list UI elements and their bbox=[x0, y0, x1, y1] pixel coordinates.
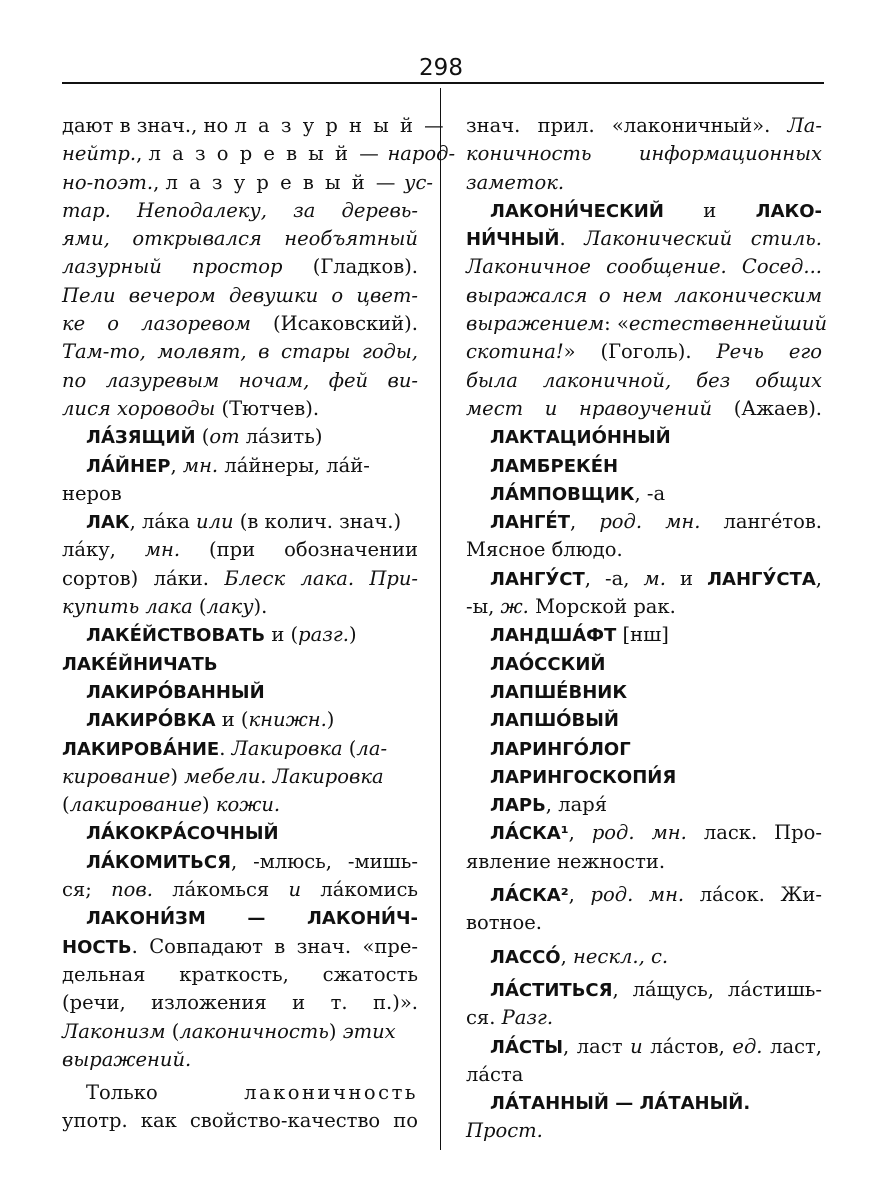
text-segment: , -млюсь, -мишь- bbox=[230, 849, 418, 873]
text-line bbox=[62, 197, 418, 225]
headword: ЛАМБРЕКЕ́Н bbox=[490, 455, 619, 477]
example-text: Лаконизм bbox=[62, 1019, 166, 1043]
text-line bbox=[466, 508, 822, 536]
text-segment: ласк. Про- bbox=[686, 821, 822, 845]
text-segment: ла́ку, bbox=[62, 538, 145, 562]
text-line bbox=[466, 678, 822, 706]
example-text: ед. bbox=[732, 1034, 763, 1058]
headword: ЛАРИНГО́ЛОГ bbox=[490, 738, 631, 760]
text-line bbox=[62, 933, 418, 961]
text-segment: ся. bbox=[466, 1006, 502, 1030]
text-line bbox=[62, 763, 418, 791]
header-rule bbox=[62, 82, 824, 84]
example-text: мн. bbox=[144, 538, 181, 562]
example-text: и bbox=[630, 1034, 643, 1058]
headword: ЛАРИНГОСКОПИ́Я bbox=[490, 766, 677, 788]
text-segment: ла́стов, bbox=[642, 1034, 733, 1058]
text-segment: дельная краткость, сжатость bbox=[62, 962, 418, 986]
text-segment: : « bbox=[604, 312, 629, 336]
text-line bbox=[62, 565, 418, 593]
text-segment: , -а, bbox=[584, 566, 644, 590]
example-text: ж. bbox=[500, 595, 529, 619]
text-line bbox=[62, 961, 418, 989]
example-text: лися хороводы bbox=[62, 396, 216, 420]
text-segment: явление нежности. bbox=[466, 849, 666, 873]
example-text: ями, открывался необъятный bbox=[62, 227, 418, 251]
text-segment: вотное. bbox=[466, 911, 542, 935]
text-line bbox=[62, 282, 418, 310]
text-segment: и ( bbox=[265, 623, 299, 647]
text-segment: , ла́щусь, ла́стишь- bbox=[612, 977, 822, 1001]
text-segment: (при обозначении bbox=[180, 538, 418, 562]
text-line bbox=[466, 282, 822, 310]
text-segment: дают в знач., но bbox=[62, 114, 235, 137]
text-line bbox=[62, 706, 418, 734]
headword: ЛАКИРО́ВАННЫЙ bbox=[86, 681, 265, 703]
text-line bbox=[62, 1046, 418, 1074]
example-text: Лакировка bbox=[231, 736, 343, 760]
text-line bbox=[466, 881, 822, 909]
text-segment: лаконичность bbox=[244, 1081, 418, 1105]
text-segment: , bbox=[170, 453, 183, 477]
headword: ЛАНГУ́СТА bbox=[707, 568, 816, 590]
text-line bbox=[62, 169, 433, 197]
text-segment: , bbox=[136, 142, 149, 166]
example-text: но-поэт. bbox=[62, 170, 154, 194]
text-line bbox=[62, 140, 456, 168]
text-segment: и bbox=[665, 566, 708, 590]
example-text: нескл., с. bbox=[573, 944, 669, 968]
example-text: ла- bbox=[356, 736, 388, 760]
text-line bbox=[62, 338, 418, 366]
text-segment: Морской рак. bbox=[528, 595, 676, 619]
text-segment: Мясное блюдо. bbox=[466, 538, 623, 562]
text-segment: ) bbox=[326, 708, 335, 732]
headword: ЛА́ТАННЫЙ — ЛА́ТАНЫЙ. bbox=[490, 1093, 751, 1115]
headword: ЛА́СТИТЬСЯ bbox=[490, 979, 613, 1001]
text-segment: (Ажаев). bbox=[712, 396, 822, 420]
text-segment: ) bbox=[202, 793, 216, 817]
text-segment: , bbox=[570, 510, 600, 534]
example-text: Пели вечером девушки о цвет- bbox=[62, 283, 418, 307]
text-segment: неров bbox=[62, 481, 122, 505]
text-line bbox=[466, 253, 822, 281]
text-segment: , bbox=[568, 821, 592, 845]
example-text: ус- bbox=[404, 170, 433, 194]
right-column bbox=[466, 112, 828, 1146]
text-line bbox=[62, 508, 418, 536]
example-text: мн. bbox=[182, 453, 219, 477]
text-line bbox=[62, 593, 418, 621]
example-text: Блеск лака. При- bbox=[224, 566, 418, 590]
text-segment: (речи, изложения и т. п.)». bbox=[62, 991, 418, 1015]
text-segment: ласт, bbox=[762, 1034, 822, 1058]
left-column bbox=[62, 112, 456, 1136]
text-line bbox=[62, 989, 418, 1017]
text-line bbox=[466, 536, 822, 564]
text-segment: ( bbox=[165, 1019, 180, 1043]
example-text: Разг. bbox=[501, 1006, 554, 1030]
text-segment: ( bbox=[192, 595, 207, 619]
example-text: Лаконичное сообщение. Сосед... bbox=[466, 255, 822, 279]
text-line bbox=[466, 848, 822, 876]
example-text: заметок. bbox=[466, 170, 565, 194]
text-segment: , bbox=[560, 944, 574, 968]
text-segment: ся; bbox=[62, 878, 112, 902]
text-segment: , ласт bbox=[563, 1034, 631, 1058]
text-segment: ) bbox=[328, 1019, 343, 1043]
example-text: Там-то, молвят, в стары годы, bbox=[62, 340, 418, 364]
example-text: мест и нравоучений bbox=[466, 396, 713, 420]
example-text: была лаконичной, без общих bbox=[466, 368, 822, 392]
headword: ЛА́СКА² bbox=[490, 885, 569, 907]
example-text: народ- bbox=[387, 142, 456, 166]
text-line bbox=[466, 1117, 822, 1145]
text-segment: , ла́ка bbox=[129, 510, 197, 534]
example-text: ке о лазоревом bbox=[62, 312, 251, 336]
text-line bbox=[62, 536, 418, 564]
text-segment: , -а bbox=[634, 481, 666, 505]
example-text: скотина! bbox=[466, 340, 564, 364]
text-line bbox=[62, 678, 418, 706]
text-line bbox=[62, 1018, 418, 1046]
text-line bbox=[466, 225, 822, 253]
text-segment: (Гладков). bbox=[282, 255, 419, 279]
text-line bbox=[62, 1107, 418, 1135]
text-line bbox=[466, 423, 822, 451]
text-segment: ла́сок. Жи- bbox=[684, 883, 822, 907]
text-segment: (в колич. знач.) bbox=[233, 510, 402, 534]
text-line bbox=[466, 976, 822, 1004]
example-text: книжн. bbox=[248, 708, 327, 732]
text-line bbox=[466, 943, 822, 971]
text-segment: ( bbox=[342, 736, 357, 760]
text-segment: » (Гоголь). bbox=[563, 340, 717, 364]
headword: ЛАКИРО́ВКА bbox=[86, 710, 216, 732]
text-segment: [нш] bbox=[616, 623, 669, 647]
headword: ЛАКОНИ́ЗМ — ЛАКОНИ́Ч- bbox=[86, 908, 418, 930]
example-text: мебели. Лакировка bbox=[184, 764, 384, 788]
text-line bbox=[466, 650, 822, 678]
text-line bbox=[62, 876, 418, 904]
example-text: Речь его bbox=[716, 340, 822, 364]
text-line bbox=[466, 909, 822, 937]
text-line bbox=[466, 706, 822, 734]
example-text: Лаконический стиль. bbox=[584, 227, 822, 251]
text-segment: и bbox=[663, 198, 756, 222]
headword: ЛА́ЙНЕР bbox=[86, 455, 171, 477]
example-text: коничность информационных bbox=[466, 142, 822, 166]
headword: ЛАНГЕ́Т bbox=[490, 512, 570, 534]
text-segment: , bbox=[568, 883, 591, 907]
text-line bbox=[62, 1079, 418, 1107]
headword: ЛА́КОКРА́СОЧНЫЙ bbox=[86, 823, 279, 845]
text-segment: употр. как свойство-качество по bbox=[62, 1109, 418, 1133]
text-segment: л а з у р е в ы й — bbox=[165, 170, 398, 194]
headword: ЛАССО́ bbox=[490, 946, 561, 968]
text-segment: ( bbox=[195, 425, 210, 449]
example-text: и bbox=[288, 878, 302, 902]
text-segment: , bbox=[815, 566, 822, 590]
headword: ЛА́ЗЯЩИЙ bbox=[86, 427, 196, 449]
text-segment: , bbox=[153, 170, 166, 194]
example-text: этих bbox=[342, 1019, 396, 1043]
text-line bbox=[466, 565, 822, 593]
example-text: лазурный простор bbox=[62, 255, 283, 279]
text-segment: ла́комься bbox=[152, 878, 289, 902]
example-text: выражением bbox=[466, 312, 605, 336]
text-line bbox=[466, 338, 822, 366]
text-line bbox=[466, 480, 822, 508]
text-line bbox=[466, 593, 822, 621]
example-text: род. мн. bbox=[590, 883, 685, 907]
text-line bbox=[466, 763, 822, 791]
headword: ЛА́МПОВЩИК bbox=[490, 483, 635, 505]
text-line bbox=[466, 735, 822, 763]
headword: ЛА́КОМИТЬСЯ bbox=[86, 851, 231, 873]
text-segment: ). bbox=[253, 595, 268, 619]
example-text: м. bbox=[643, 566, 666, 590]
headword: ЛАО́ССКИЙ bbox=[490, 653, 606, 675]
text-segment: (Исаковский). bbox=[250, 312, 418, 336]
example-text: по лазуревым ночам, фей ви- bbox=[62, 368, 418, 392]
example-text: лаку bbox=[206, 595, 254, 619]
headword: ЛАРЬ bbox=[490, 795, 546, 817]
headword: ЛАКО- bbox=[755, 200, 822, 222]
text-line bbox=[62, 650, 418, 678]
text-line bbox=[62, 452, 418, 480]
text-segment: ла́комись bbox=[301, 878, 418, 902]
text-line bbox=[62, 848, 418, 876]
example-text: пов. bbox=[111, 878, 153, 902]
text-line bbox=[466, 819, 822, 847]
text-line bbox=[62, 423, 418, 451]
example-text: выражался о нем лаконическим bbox=[466, 283, 822, 307]
text-segment: ) bbox=[348, 623, 357, 647]
example-text: кожи. bbox=[215, 793, 281, 817]
text-line bbox=[62, 621, 418, 649]
example-text: кирование bbox=[62, 764, 171, 788]
text-line bbox=[62, 112, 447, 140]
headword: ЛАКИРОВА́НИЕ bbox=[62, 738, 220, 760]
text-line bbox=[62, 480, 418, 508]
text-line bbox=[62, 225, 418, 253]
headword: НИ́ЧНЫЙ bbox=[466, 229, 560, 251]
text-line bbox=[466, 169, 822, 197]
text-segment: -ы, bbox=[466, 595, 501, 619]
text-line bbox=[62, 735, 418, 763]
headword: ЛАКЕ́ЙСТВОВАТЬ bbox=[86, 625, 266, 647]
text-segment: л а з о р е в ы й — bbox=[148, 142, 382, 166]
example-text: нейтр. bbox=[62, 142, 137, 166]
example-text: выражений. bbox=[62, 1047, 192, 1071]
example-text: род. мн. bbox=[591, 821, 687, 845]
text-line bbox=[466, 1033, 822, 1061]
example-text: купить лака bbox=[62, 595, 193, 619]
text-line bbox=[466, 140, 822, 168]
text-line bbox=[62, 310, 418, 338]
headword: ЛА́СКА¹ bbox=[490, 823, 569, 845]
text-segment: (Тютчев). bbox=[215, 396, 320, 420]
text-line bbox=[62, 253, 418, 281]
text-segment: . bbox=[559, 227, 585, 251]
text-segment: и ( bbox=[215, 708, 249, 732]
example-text: от bbox=[209, 425, 240, 449]
example-text: или bbox=[196, 510, 234, 534]
text-line bbox=[62, 395, 418, 423]
example-text: лакирование bbox=[69, 793, 202, 817]
text-line bbox=[466, 367, 822, 395]
page-number: 298 bbox=[419, 55, 463, 81]
example-text: Ла- bbox=[787, 114, 822, 137]
text-segment: л а з у р н ы й — bbox=[234, 114, 447, 137]
text-line bbox=[466, 395, 822, 423]
text-line bbox=[466, 621, 822, 649]
text-segment: сортов) ла́ки. bbox=[62, 566, 225, 590]
example-text: естественнейший bbox=[628, 312, 828, 336]
text-line bbox=[466, 1061, 822, 1089]
text-segment: ( bbox=[62, 793, 70, 817]
text-line bbox=[62, 791, 418, 819]
headword: ЛАНГУ́СТ bbox=[490, 568, 585, 590]
text-line bbox=[466, 452, 822, 480]
text-line bbox=[466, 1004, 822, 1032]
text-segment: Только bbox=[86, 1081, 245, 1105]
text-segment: . Совпадают в знач. «пре- bbox=[131, 934, 418, 958]
text-segment: . bbox=[219, 736, 232, 760]
headword: НОСТЬ bbox=[62, 936, 132, 958]
text-line bbox=[466, 112, 822, 140]
headword: ЛАКЕ́ЙНИЧАТЬ bbox=[62, 653, 218, 675]
text-segment: ланге́тов. bbox=[700, 510, 822, 534]
text-line bbox=[62, 904, 418, 932]
headword: ЛАКТАЦИО́ННЫЙ bbox=[490, 427, 671, 449]
headword: ЛАПШЕ́ВНИК bbox=[490, 681, 628, 703]
example-text: Прост. bbox=[466, 1119, 543, 1143]
text-line bbox=[62, 819, 418, 847]
text-segment: ) bbox=[170, 764, 185, 788]
text-line bbox=[466, 791, 822, 819]
example-text: разг. bbox=[298, 623, 349, 647]
headword: ЛАНДША́ФТ bbox=[490, 625, 617, 647]
example-text: лаконичность bbox=[179, 1019, 329, 1043]
text-segment: ла́зить) bbox=[239, 425, 323, 449]
text-segment: ла́йнеры, ла́й- bbox=[218, 453, 370, 477]
column-divider bbox=[440, 88, 441, 1150]
text-segment: знач. прил. «лаконичный». bbox=[466, 114, 788, 137]
headword: ЛАПШО́ВЫЙ bbox=[490, 710, 619, 732]
headword: ЛАКОНИ́ЧЕСКИЙ bbox=[490, 200, 664, 222]
example-text: тар. Неподалеку, за деревь- bbox=[62, 198, 418, 222]
headword: ЛАК bbox=[86, 512, 130, 534]
text-line bbox=[466, 197, 822, 225]
text-segment: ла́ста bbox=[466, 1062, 524, 1086]
text-line bbox=[466, 1089, 822, 1117]
text-line bbox=[466, 310, 828, 338]
text-segment: , ларя́ bbox=[545, 793, 607, 817]
text-line bbox=[62, 367, 418, 395]
headword: ЛА́СТЫ bbox=[490, 1036, 564, 1058]
example-text: род. мн. bbox=[599, 510, 701, 534]
